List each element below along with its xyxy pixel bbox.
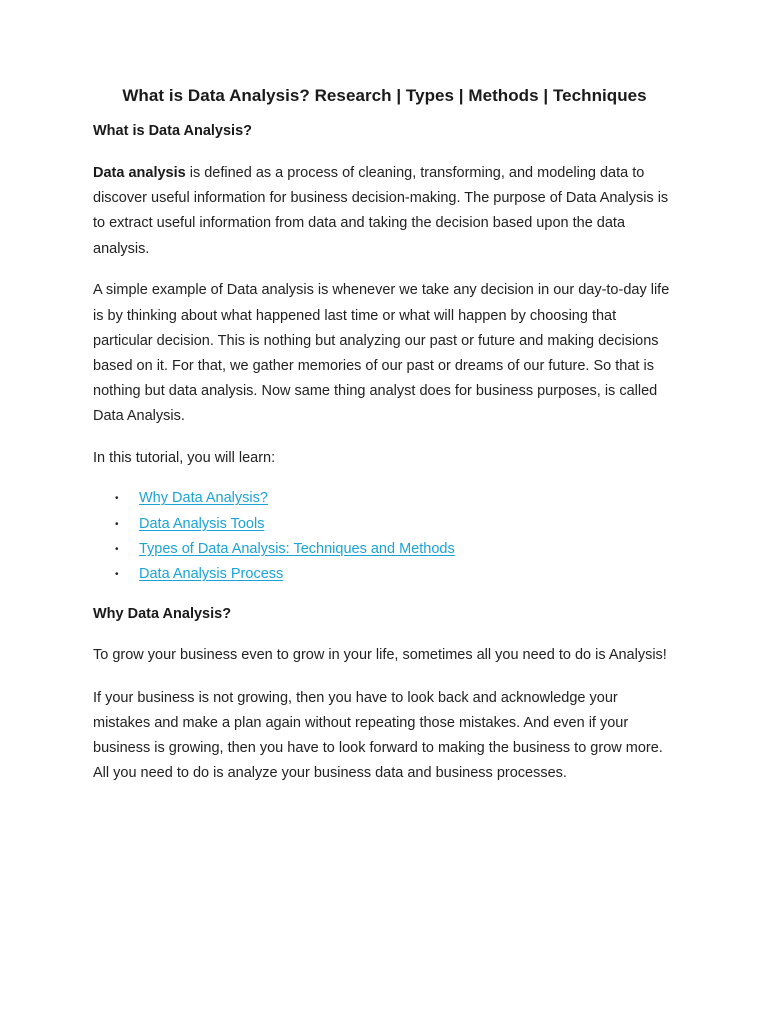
link-types-of-data-analysis[interactable]: Types of Data Analysis: Techniques and Methods <box>139 540 455 557</box>
bullet-icon: • <box>115 493 119 505</box>
link-data-analysis-process[interactable]: Data Analysis Process <box>139 566 284 583</box>
definition-text: is defined as a process of cleaning, transforming, and modeling data to discover useful information for business decision-making. The purpose of Data Analysis is to extract useful information from data and taking the decision based upon the data analysis. <box>93 165 669 257</box>
tutorial-intro: In this tutorial, you will learn: <box>93 450 276 467</box>
section-heading-why-data-analysis: Why Data Analysis? <box>93 606 232 623</box>
link-data-analysis-tools[interactable]: Data Analysis Tools <box>139 515 265 532</box>
list-item <box>116 562 676 587</box>
definition-term: Data analysis <box>93 165 186 181</box>
example-paragraph: A simple example of Data analysis is whenever we take any decision in our day-to-day life is by thinking about what happened last time or what will happen by choosing that particular decision. This is nothing but analyzing our past or future and making decisions based on it. For that, we gather memories of our past or dreams of our future. So that is nothing but data analysis. Now same thing analyst does for business purposes, is called Data Analysis. <box>93 282 670 425</box>
bullet-icon: • <box>115 569 119 581</box>
bullet-icon: • <box>115 543 119 555</box>
document-title: What is Data Analysis? Research | Types | Methods | Techniques <box>122 86 647 105</box>
tutorial-link-list <box>93 486 676 587</box>
why-paragraph-2: If your business is not growing, then you have to look back and acknowledge your mistakes and make a plan again without repeating those mistakes. And even if your business is growing, then you have to look forward to making the business to grow more. All you need to do is analyze your business data and business processes. <box>93 689 663 782</box>
why-paragraph-1: To grow your business even to grow in your life, sometimes all you need to do is Analysis! <box>93 647 667 664</box>
list-item <box>116 537 676 562</box>
bullet-icon: • <box>115 518 119 530</box>
list-item <box>116 486 676 511</box>
definition-paragraph <box>93 161 676 262</box>
link-why-data-analysis[interactable]: Why Data Analysis? <box>139 490 268 507</box>
section-heading-what-is-data-analysis: What is Data Analysis? <box>93 123 253 139</box>
list-item <box>116 512 676 537</box>
